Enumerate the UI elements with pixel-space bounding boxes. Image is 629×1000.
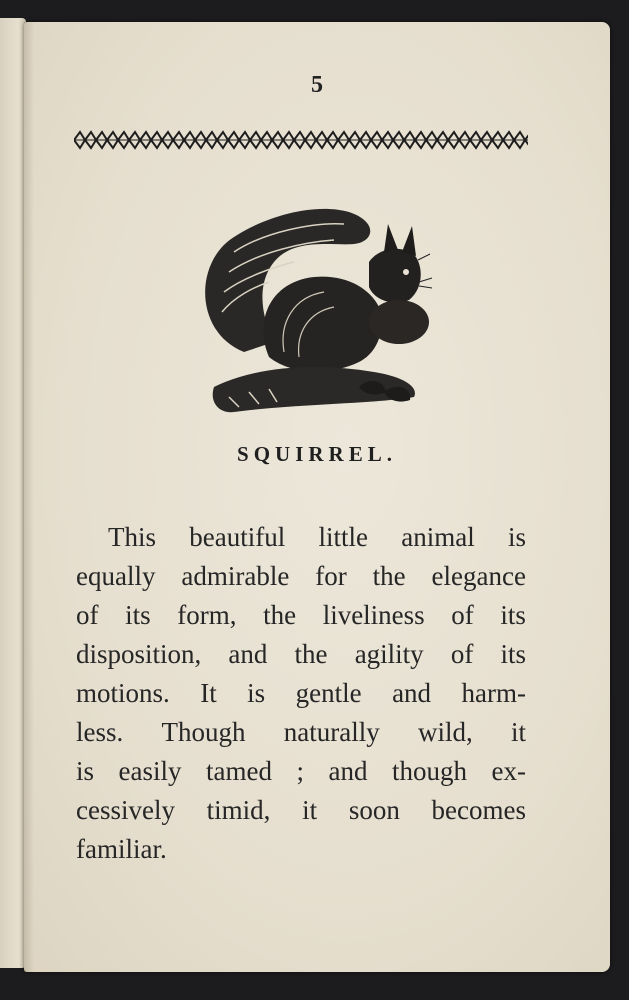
body-line: of its form, the liveliness of its xyxy=(76,600,526,630)
body-line: This beautiful little animal is xyxy=(108,522,526,552)
body-line: cessively timid, it soon becomes xyxy=(76,795,526,825)
page-gutter-shadow xyxy=(24,22,34,972)
book-page xyxy=(24,22,610,972)
page-number: 5 xyxy=(311,72,323,98)
decorative-border-ornament xyxy=(74,128,528,152)
adjacent-page-edge xyxy=(0,18,26,968)
body-line: familiar. xyxy=(76,834,167,864)
body-line: is easily tamed ; and though ex- xyxy=(76,756,526,786)
entry-heading: SQUIRREL. xyxy=(237,442,397,466)
body-line: motions. It is gentle and harm- xyxy=(76,678,526,708)
body-line: disposition, and the agility of its xyxy=(76,639,526,669)
squirrel-illustration xyxy=(174,182,434,422)
entry-body-text xyxy=(76,518,526,869)
body-line: less. Though naturally wild, it xyxy=(76,717,526,747)
body-line: equally admirable for the elegance xyxy=(76,561,526,591)
